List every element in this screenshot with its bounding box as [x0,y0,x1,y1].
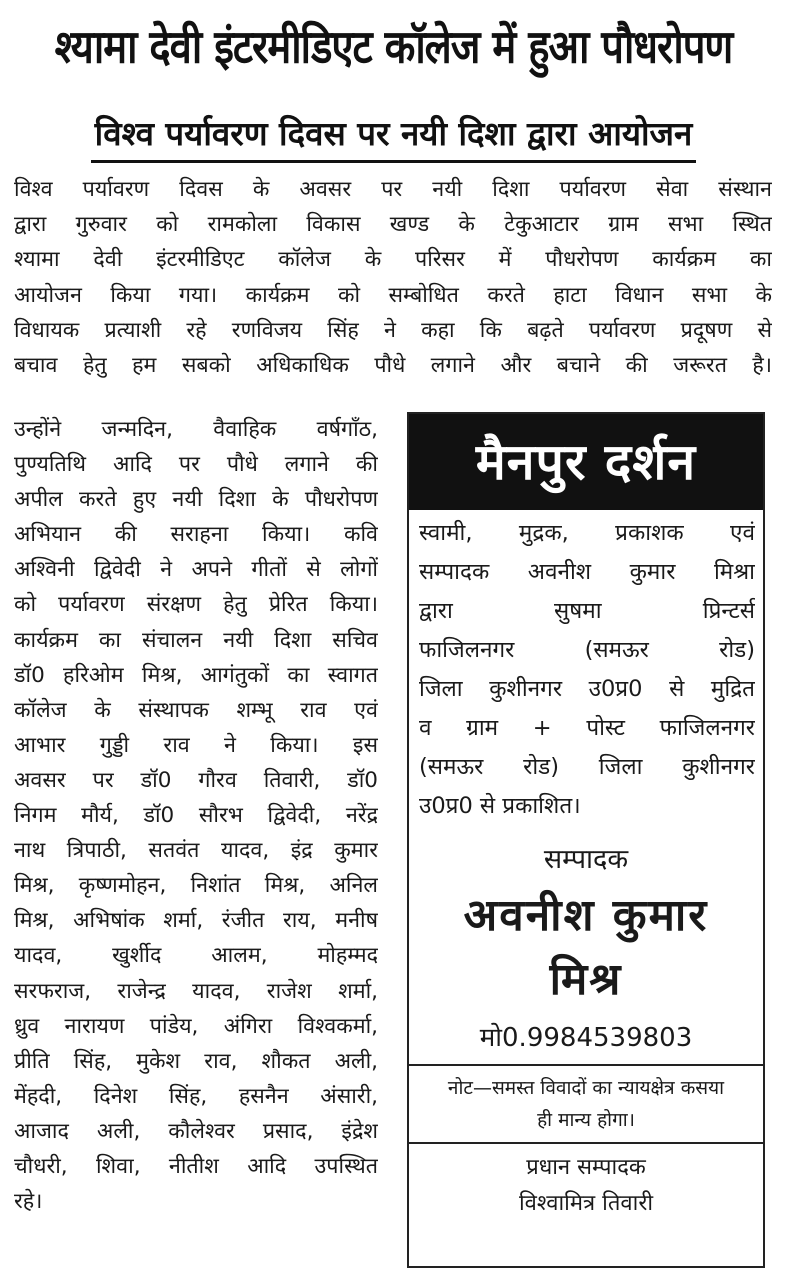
chief-editor-label: प्रधान सम्पादक [526,1155,646,1180]
lead-paragraph [14,172,772,383]
lead-line: विश्व पर्यावरण दिवस के अवसर पर नयी दिशा पर्यावरण सेवा संस्थान [14,177,772,202]
body-line: चौधरी, शिवा, नीतीश आदि उपस्थित [14,1153,378,1179]
editor-mobile: मो0.9984539803 [479,1023,693,1053]
article-body-column [14,412,378,1219]
body-line: आजाद अली, कौलेश्वर प्रसाद, इंद्रेश [14,1118,378,1144]
lead-line: विधायक प्रत्याशी रहे रणविजय सिंह ने कहा कि बढ़ते पर्यावरण प्रदूषण से [14,317,772,343]
publication-imprint-box [407,412,765,1268]
imprint-line: द्वारा सुषमा प्रिन्टर्स [419,598,755,624]
chief-editor [409,1142,763,1222]
body-line: कॉलेज के संस्थापक शम्भू राव एवं [14,697,378,723]
body-line: प्रीति सिंह, मुकेश राव, शौकत अली, [14,1048,378,1074]
imprint-line: फाजिलनगर (समऊर रोड) [419,637,755,663]
note-line: ही मान्य होगा। [537,1109,635,1131]
publication-title: मैनपुर दर्शन [409,414,763,510]
body-line: यादव, खुर्शीद आलम, मोहम्मद [14,943,378,969]
editor-name [409,884,763,1012]
headline: श्यामा देवी इंटरमीडिएट कॉलेज में हुआ पौधरोपण [54,20,733,74]
subheadline-wrap [0,108,787,163]
subheadline: विश्व पर्यावरण दिवस पर नयी दिशा द्वारा आयोजन [91,108,697,163]
body-line: ध्रुव नारायण पांडेय, अंगिरा विश्वकर्मा, [14,1013,378,1039]
lead-line: श्यामा देवी इंटरमीडिएट कॉलेज के परिसर में पौधरोपण कार्यक्रम का [14,247,772,273]
imprint-text [409,510,763,826]
body-line: रहे। [14,1189,43,1215]
editor-name-line: अवनीश कुमार [463,890,709,941]
body-line: अवसर पर डॉ0 गौरव तिवारी, डॉ0 [14,767,378,793]
jurisdiction-note [409,1064,763,1142]
chief-editor-name: विश्वामित्र तिवारी [518,1191,654,1216]
editor-name-line: मिश्र [549,954,623,1005]
body-line: आभार गुड्डी राव ने किया। इस [14,732,378,758]
imprint-line: सम्पादक अवनीश कुमार मिश्रा [419,559,755,585]
imprint-line: स्वामी, मुद्रक, प्रकाशक एवं [419,520,755,546]
body-line: मेंहदी, दिनेश सिंह, हसनैन अंसारी, [14,1083,378,1109]
lead-line: बचाव हेतु हम सबको अधिकाधिक पौधे लगाने और बचाने की जरूरत है। [14,353,772,379]
body-line: अपील करते हुए नयी दिशा के पौधरोपण [14,487,378,513]
imprint-line: व ग्राम + पोस्ट फाजिलनगर [419,715,755,741]
body-line: अभियान की सराहना किया। कवि [14,522,378,548]
body-line: निगम मौर्य, डॉ0 सौरभ द्विवेदी, नरेंद्र [14,803,378,829]
lead-line: द्वारा गुरुवार को रामकोला विकास खण्ड के टेकुआटार ग्राम सभा स्थित [14,212,772,238]
imprint-line: जिला कुशीनगर उ0प्र0 से मुद्रित [419,676,755,702]
body-line: पुण्यतिथि आदि पर पौधे लगाने की [14,452,378,478]
body-line: मिश्र, अभिषांक शर्मा, रंजीत राय, मनीष [14,908,378,934]
note-line: नोट—समस्त विवादों का न्यायक्षेत्र कसया [447,1077,725,1099]
imprint-line: (समऊर रोड) जिला कुशीनगर [419,754,755,780]
body-line: अश्विनी द्विवेदी ने अपने गीतों से लोगों [14,557,378,583]
body-line: मिश्र, कृष्णमोहन, निशांत मिश्र, अनिल [14,873,378,899]
body-line: को पर्यावरण संरक्षण हेतु प्रेरित किया। [14,592,378,618]
editor-label: सम्पादक [543,844,629,875]
body-line: उन्होंने जन्मदिन, वैवाहिक वर्षगाँठ, [14,417,378,442]
body-line: डॉ0 हरिओम मिश्र, आगंतुकों का स्वागत [14,662,378,688]
lead-line: आयोजन किया गया। कार्यक्रम को सम्बोधित करते हाटा विधान सभा के [14,282,772,308]
body-line: सरफराज, राजेन्द्र यादव, राजेश शर्मा, [14,978,378,1004]
imprint-line: उ0प्र0 से प्रकाशित। [419,793,581,819]
body-line: नाथ त्रिपाठी, सतवंत यादव, इंद्र कुमार [14,838,378,864]
body-line: कार्यक्रम का संचालन नयी दिशा सचिव [14,627,378,653]
